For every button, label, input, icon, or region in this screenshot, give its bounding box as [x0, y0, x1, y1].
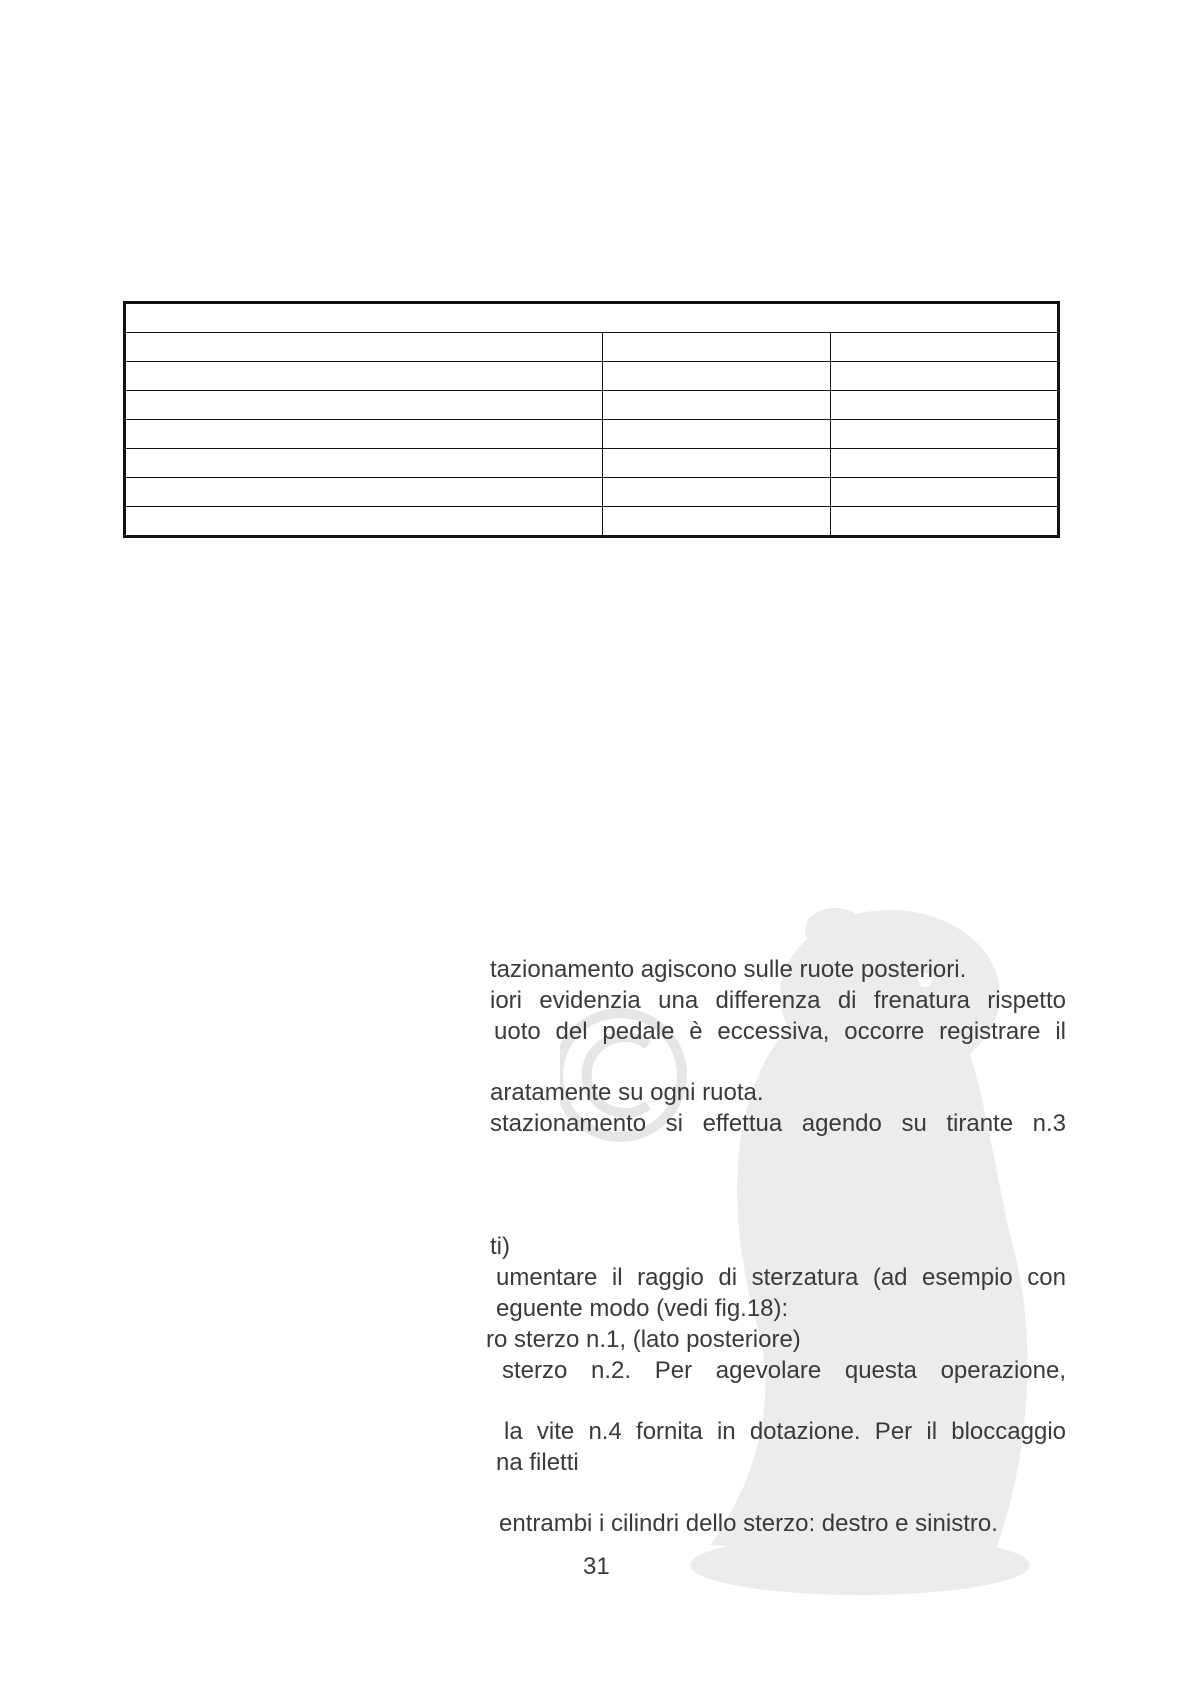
table-cell: [602, 391, 831, 420]
table-row: [125, 420, 1059, 449]
table-cell: [125, 303, 1059, 333]
table-cell: [831, 362, 1059, 391]
table-cell: [602, 420, 831, 449]
text-line: umentare il raggio di sterzatura (ad esempio con: [496, 1264, 1066, 1291]
table-row: [125, 391, 1059, 420]
page-number: 31: [583, 1553, 610, 1580]
table-row: [125, 362, 1059, 391]
table-cell: [125, 449, 603, 478]
table-row: [125, 333, 1059, 362]
table-cell: [125, 333, 603, 362]
text-line: na filetti: [496, 1449, 579, 1476]
text-line: sterzo n.2. Per agevolare questa operazione,: [502, 1357, 1066, 1384]
table-cell: [125, 507, 603, 537]
table-cell: [831, 507, 1059, 537]
text-line: entrambi i cilindri dello sterzo: destro e sinistro.: [499, 1510, 998, 1537]
table-cell: [125, 391, 603, 420]
text-line: ro sterzo n.1, (lato posteriore): [486, 1326, 801, 1353]
table-cell: [831, 449, 1059, 478]
table-header-row: [125, 303, 1059, 333]
spec-table: [123, 301, 1060, 538]
text-line: iori evidenzia una differenza di frenatura rispetto: [490, 987, 1066, 1014]
table-cell: [602, 478, 831, 507]
text-line: eguente modo (vedi fig.18):: [496, 1295, 789, 1322]
table-cell: [831, 420, 1059, 449]
table-row: [125, 449, 1059, 478]
table-row: [125, 507, 1059, 537]
table-cell: [831, 333, 1059, 362]
table-cell: [125, 420, 603, 449]
table-cell: [125, 362, 603, 391]
table-cell: [602, 333, 831, 362]
table-cell: [602, 362, 831, 391]
text-line: ti): [490, 1233, 510, 1260]
text-line: stazionamento si effettua agendo su tirante n.3: [490, 1110, 1066, 1137]
table-cell: [602, 507, 831, 537]
text-line: aratamente su ogni ruota.: [490, 1079, 764, 1106]
text-line: tazionamento agiscono sulle ruote posteriori.: [490, 956, 967, 983]
table-row: [125, 478, 1059, 507]
table-cell: [125, 478, 603, 507]
text-line: la vite n.4 fornita in dotazione. Per il bloccaggio: [504, 1418, 1066, 1445]
text-line: uoto del pedale è eccessiva, occorre registrare il: [494, 1018, 1066, 1045]
table-cell: [831, 391, 1059, 420]
table-cell: [831, 478, 1059, 507]
table-cell: [602, 449, 831, 478]
